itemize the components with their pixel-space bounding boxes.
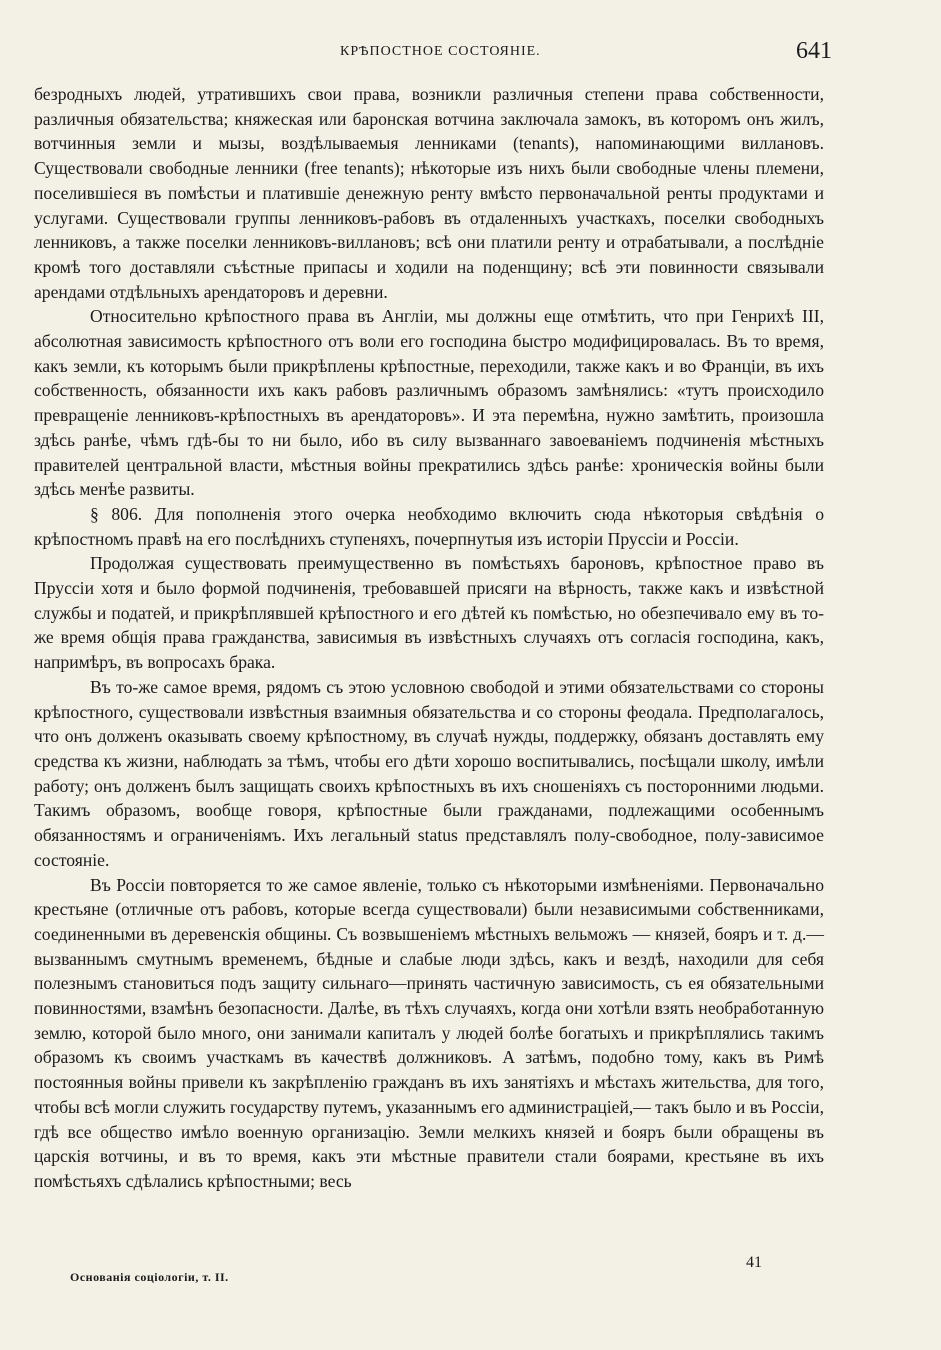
paragraph-prussia: Продолжая существовать преимущественно въ помѣстьяхъ бароновъ, крѣпостное право въ Пруссіи хотя и было формой подчиненія, требовавшей присяги на вѣрность, также какъ и извѣстной службы и податей, и прикрѣплявшей крѣпостного и его дѣтей къ помѣстью, но обезпечивало ему въ то-же время общія права гражданства, зависимыя въ извѣстныхъ случаяхъ отъ согласія господина, какъ, напримѣръ, въ вопросахъ брака. [34,553,824,673]
series-title: Основанія соціологіи, т. II. [70,1270,229,1284]
paragraph-continued: безродныхъ людей, утратившихъ свои права, возникли различныя степени права собственности, различныя обязательства; княжеская или баронская вотчина заключала замокъ, въ которомъ онъ жилъ, вотчинныя земли и мызы, воздѣлываемыя ленниками (tenants), напоминающими виллановъ. Существовали свободные ленники (free tenants); нѣкоторые изъ нихъ были свободные члены племени, поселившіеся въ помѣстьи и платившіе денежную ренту вмѣсто первоначальной ренты продуктами и услугами. Существовали группы ленниковъ-рабовъ въ отдаленныхъ участкахъ, поселки свободныхъ ленниковъ, а также поселки ленниковъ-виллановъ; всѣ они платили ренту и отрабатывали, а послѣдніе кромѣ того доставляли съѣстные припасы и ходили на поденщину; всѣ эти повинности связывали арендами отдѣльныхъ арендаторовъ и деревни. [34,84,824,302]
running-title: КРѢПОСТНОЕ СОСТОЯНІЕ. [340,44,541,59]
page-number: 641 [796,38,832,64]
paragraph-england: Относительно крѣпостного права въ Англіи, мы должны еще отмѣтить, что при Генрихѣ III, абсолютная зависимость крѣпостного отъ воли его господина быстро модифицировалась. Въ то время, какъ земли, къ которымъ были прикрѣплены крѣпостные, переходили, также какъ и во Франціи, въ ихъ собственность, обязанности ихъ какъ рабовъ различнымъ образомъ замѣнялись: «тутъ происходило превращеніе ленниковъ-крѣпостныхъ въ арендаторовъ». И эта перемѣна, нужно замѣтить, произошла здѣсь ранѣе, чѣмъ гдѣ-бы то ни было, ибо въ силу вызваннаго завоеваніемъ подчиненія мѣстныхъ правителей центральной власти, мѣстныя войны прекратились здѣсь ранѣе: хроническія войны были здѣсь менѣе развиты. [34,306,824,500]
page-header [30,38,830,68]
paragraph-section-806: § 806. Для пополненія этого очерка необходимо включить сюда нѣкоторыя свѣдѣнія о крѣпостномъ правѣ на его послѣднихъ ступеняхъ, почерпнутыя изъ исторіи Пруссіи и Россіи. [34,503,824,549]
page-footer [70,1250,830,1290]
body-text [34,82,824,1194]
paragraph-mutual-obligations: Въ то-же самое время, рядомъ съ этою условною свободой и этими обязательствами со стороны крѣпостного, существовали извѣстныя взаимныя обязательства и со стороны феодала. Предполагалось, что онъ долженъ оказывать своему крѣпостному, въ случаѣ нужды, поддержку, обязанъ доставлять ему средства къ жизни, наблюдать за тѣмъ, чтобы его дѣти хорошо воспитывались, посѣщали школу, имѣли работу; онъ долженъ былъ защищать своихъ крѣпостныхъ въ ихъ сношеніяхъ съ посторонними людьми. Такимъ образомъ, вообще говоря, крѣпостные были гражданами, подлежащими особеннымъ обязанностямъ и ограниченіямъ. Ихъ легальный status представлялъ полу-свободное, полу-зависимое состояніе. [34,676,824,870]
paragraph-russia: Въ Россіи повторяется то же самое явленіе, только съ нѣкоторыми измѣненіями. Первоначально крестьяне (отличные отъ рабовъ, которые всегда существовали) были независимыми собственниками, соединенными въ деревенскія общины. Съ возвышеніемъ мѣстныхъ вельможъ — князей, бояръ и т. д.—вызваннымъ смутнымъ временемъ, бѣдные и слабые люди здѣсь, какъ и вездѣ, находили для себя полезнымъ становиться подъ защиту сильнаго—принять частичную зависимость, съ ея обязательными повинностями, взамѣнъ безопасности. Далѣе, въ тѣхъ случаяхъ, когда они хотѣли взять необработанную землю, которой было много, они занимали капиталъ у людей болѣе богатыхъ и прикрѣплялись такимъ образомъ къ своимъ участкамъ въ качествѣ должниковъ. А затѣмъ, подобно тому, какъ въ Римѣ постоянныя войны привели къ закрѣпленію гражданъ въ ихъ занятіяхъ и мѣстахъ жительства, для того, чтобы всѣ могли служить государству путемъ, указаннымъ его администраціей,— такъ было и въ Россіи, гдѣ все общество имѣло военную организацію. Земли мелкихъ князей и бояръ были обращены въ царскія вотчины, и въ то время, какъ эти мѣстные правители стали боярами, крестьяне въ ихъ помѣстьяхъ сдѣлались крѣпостными; весь [34,874,824,1191]
signature-mark: 41 [746,1254,762,1271]
